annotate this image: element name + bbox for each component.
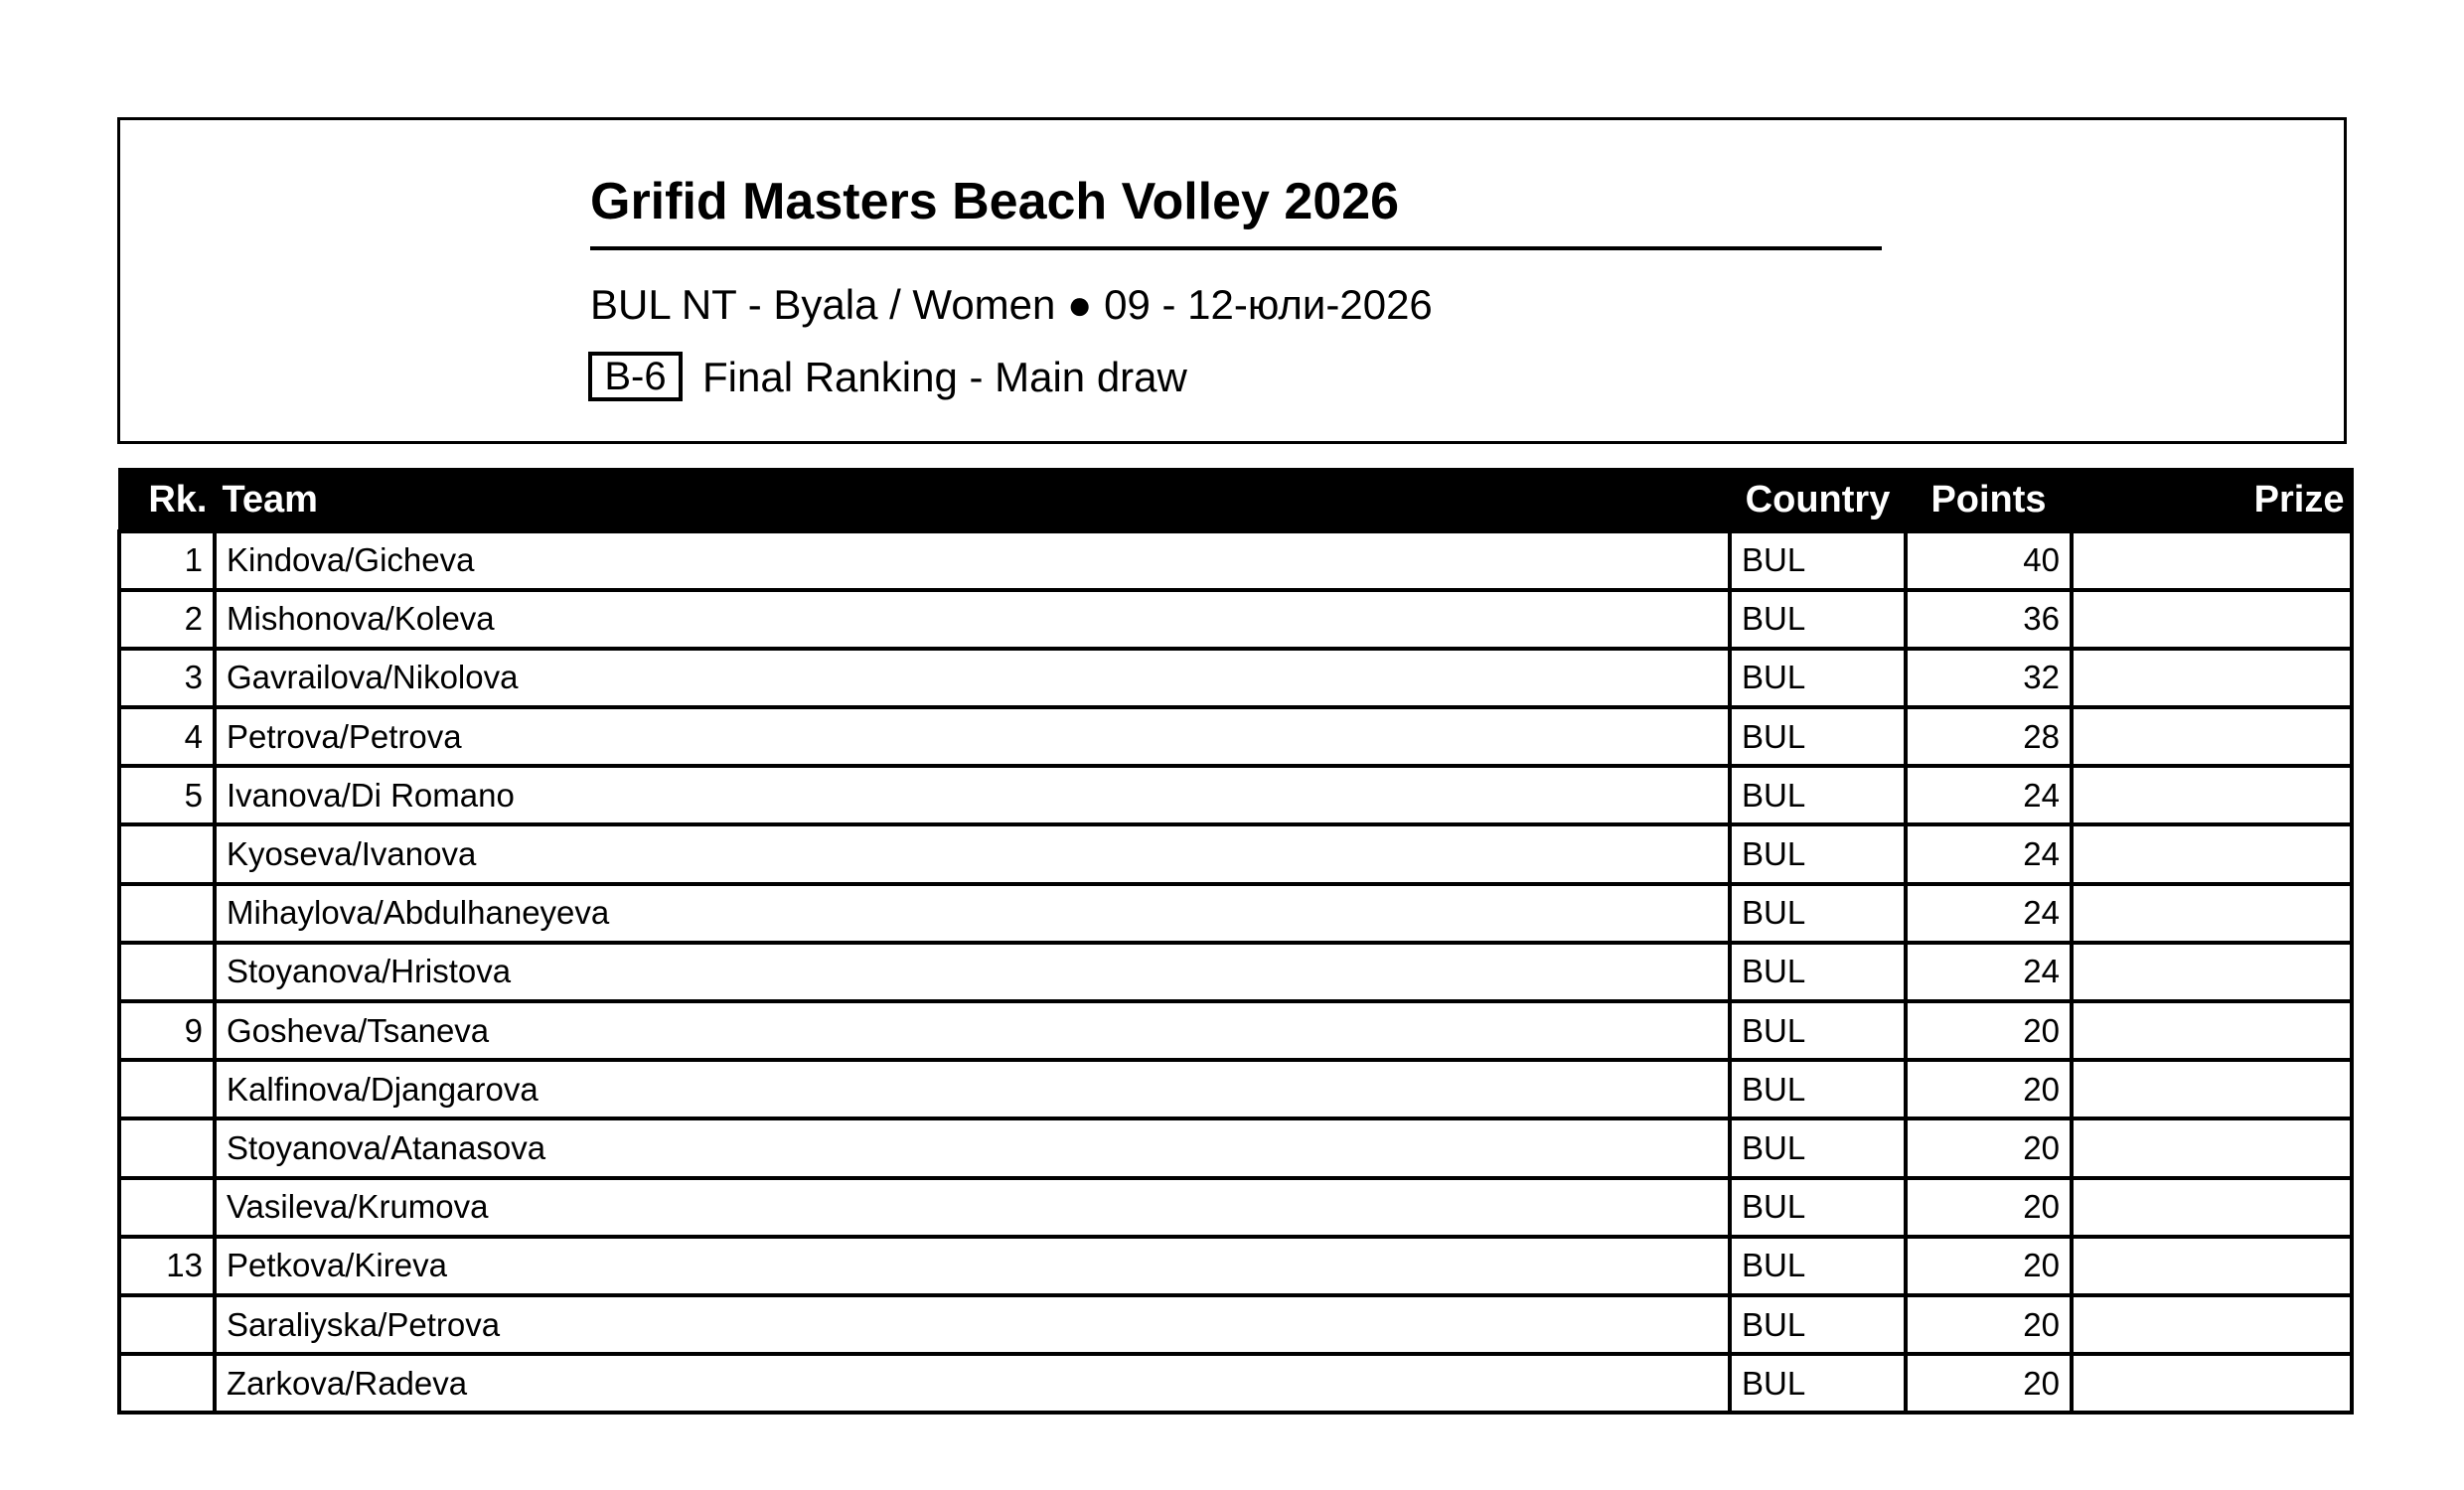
country-cell: BUL: [1730, 824, 1906, 883]
team-cell: Kindova/Gicheva: [215, 531, 1730, 590]
points-cell: 36: [1906, 590, 2072, 649]
country-cell: BUL: [1730, 1354, 1906, 1413]
rank-cell: 1: [119, 531, 215, 590]
points-cell: 28: [1906, 707, 2072, 766]
table-row: [119, 1295, 2352, 1354]
table-row: [119, 707, 2352, 766]
prize-cell: [2072, 1001, 2352, 1060]
prize-cell: [2072, 1354, 2352, 1413]
table-row: [119, 1178, 2352, 1237]
country-cell: BUL: [1730, 766, 1906, 824]
column-header-team: Team: [215, 470, 1730, 531]
country-cell: BUL: [1730, 1178, 1906, 1237]
table-row: [119, 1060, 2352, 1118]
table-row: [119, 649, 2352, 707]
prize-cell: [2072, 1295, 2352, 1354]
points-cell: 20: [1906, 1354, 2072, 1413]
rank-cell: [119, 1118, 215, 1177]
table-header-row: [119, 470, 2352, 531]
table-row: [119, 1354, 2352, 1413]
table-row: [119, 531, 2352, 590]
points-cell: 20: [1906, 1237, 2072, 1295]
points-cell: 24: [1906, 824, 2072, 883]
team-cell: Saraliyska/Petrova: [215, 1295, 1730, 1354]
prize-cell: [2072, 943, 2352, 1001]
title-underline: [590, 246, 1882, 250]
points-cell: 24: [1906, 884, 2072, 943]
points-cell: 24: [1906, 766, 2072, 824]
column-header-prize: Prize: [2072, 470, 2352, 531]
team-cell: Petrova/Petrova: [215, 707, 1730, 766]
prize-cell: [2072, 1178, 2352, 1237]
prize-cell: [2072, 531, 2352, 590]
team-cell: Petkova/Kireva: [215, 1237, 1730, 1295]
prize-cell: [2072, 884, 2352, 943]
table-row: [119, 1237, 2352, 1295]
rank-cell: [119, 1354, 215, 1413]
rank-cell: 13: [119, 1237, 215, 1295]
prize-cell: [2072, 766, 2352, 824]
rank-cell: 4: [119, 707, 215, 766]
team-cell: Stoyanova/Hristova: [215, 943, 1730, 1001]
rank-cell: 3: [119, 649, 215, 707]
points-cell: 32: [1906, 649, 2072, 707]
table-row: [119, 943, 2352, 1001]
points-cell: 20: [1906, 1178, 2072, 1237]
country-cell: BUL: [1730, 707, 1906, 766]
points-cell: 40: [1906, 531, 2072, 590]
rank-cell: [119, 1178, 215, 1237]
prize-cell: [2072, 707, 2352, 766]
points-cell: 20: [1906, 1060, 2072, 1118]
country-cell: BUL: [1730, 1237, 1906, 1295]
table-row: [119, 1001, 2352, 1060]
team-cell: Kyoseva/Ivanova: [215, 824, 1730, 883]
country-cell: BUL: [1730, 531, 1906, 590]
country-cell: BUL: [1730, 884, 1906, 943]
country-cell: BUL: [1730, 1295, 1906, 1354]
table-row: [119, 590, 2352, 649]
prize-cell: [2072, 1237, 2352, 1295]
ranking-table: [117, 468, 2354, 1415]
ranking-table-body: [119, 531, 2352, 1414]
prize-cell: [2072, 1118, 2352, 1177]
table-row: [119, 1118, 2352, 1177]
column-header-points: Points: [1906, 470, 2072, 531]
table-row: [119, 824, 2352, 883]
country-cell: BUL: [1730, 1118, 1906, 1177]
document-code-badge: B-6: [588, 352, 683, 401]
team-cell: Mishonova/Koleva: [215, 590, 1730, 649]
country-cell: BUL: [1730, 1060, 1906, 1118]
team-cell: Ivanova/Di Romano: [215, 766, 1730, 824]
points-cell: 20: [1906, 1118, 2072, 1177]
team-cell: Kalfinova/Djangarova: [215, 1060, 1730, 1118]
prize-cell: [2072, 824, 2352, 883]
prize-cell: [2072, 649, 2352, 707]
column-header-country: Country: [1730, 470, 1906, 531]
team-cell: Mihaylova/Abdulhaneyeva: [215, 884, 1730, 943]
page-title: Grifid Masters Beach Volley 2026: [590, 173, 1400, 230]
column-header-rank: Rk.: [119, 470, 215, 531]
points-cell: 24: [1906, 943, 2072, 1001]
section-title: Final Ranking - Main draw: [702, 354, 1187, 400]
rank-cell: [119, 824, 215, 883]
team-cell: Stoyanova/Atanasova: [215, 1118, 1730, 1177]
rank-cell: 9: [119, 1001, 215, 1060]
team-cell: Zarkova/Radeva: [215, 1354, 1730, 1413]
country-cell: BUL: [1730, 590, 1906, 649]
rank-cell: [119, 884, 215, 943]
points-cell: 20: [1906, 1001, 2072, 1060]
rank-cell: [119, 1295, 215, 1354]
event-subtitle: BUL NT - Byala / Women ● 09 - 12-юли-2026: [590, 281, 1433, 328]
table-row: [119, 884, 2352, 943]
country-cell: BUL: [1730, 649, 1906, 707]
team-cell: Vasileva/Krumova: [215, 1178, 1730, 1237]
rank-cell: [119, 1060, 215, 1118]
prize-cell: [2072, 590, 2352, 649]
team-cell: Gavrailova/Nikolova: [215, 649, 1730, 707]
header-box: [117, 117, 2347, 444]
prize-cell: [2072, 1060, 2352, 1118]
team-cell: Gosheva/Tsaneva: [215, 1001, 1730, 1060]
rank-cell: 5: [119, 766, 215, 824]
rank-cell: [119, 943, 215, 1001]
rank-cell: 2: [119, 590, 215, 649]
country-cell: BUL: [1730, 943, 1906, 1001]
points-cell: 20: [1906, 1295, 2072, 1354]
table-row: [119, 766, 2352, 824]
country-cell: BUL: [1730, 1001, 1906, 1060]
